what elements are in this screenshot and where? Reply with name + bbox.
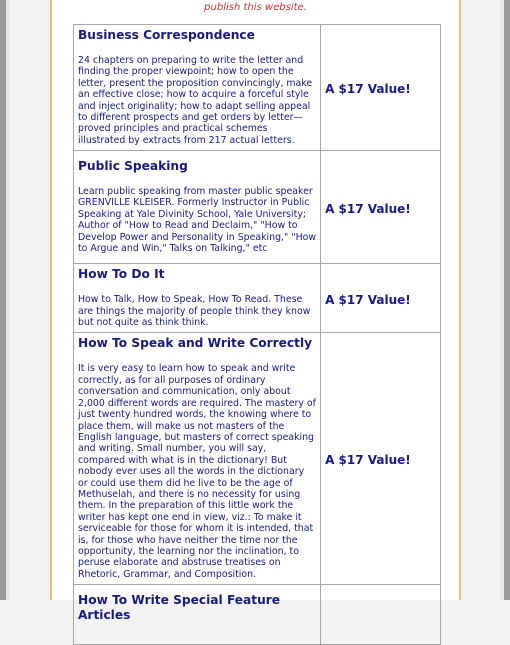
table-row bbox=[74, 585, 441, 645]
item-value-cell bbox=[321, 585, 441, 645]
item-title: How To Do It bbox=[78, 267, 165, 282]
table-row bbox=[74, 333, 441, 585]
item-title: Business Correspondence bbox=[78, 28, 255, 42]
item-value-cell bbox=[321, 264, 441, 333]
item-title: How To Write Special Feature Articles bbox=[78, 593, 281, 623]
item-description-cell bbox=[74, 333, 321, 585]
item-description-cell bbox=[74, 151, 321, 264]
item-title: Public Speaking bbox=[78, 159, 188, 174]
item-value: A $17 Value! bbox=[325, 82, 411, 97]
item-description-cell bbox=[74, 585, 321, 645]
item-description-cell bbox=[74, 264, 321, 333]
right-page-margin bbox=[500, 0, 504, 600]
bonus-items-table bbox=[73, 24, 441, 645]
content-panel bbox=[50, 0, 461, 623]
top-note-line2: publish this website. bbox=[204, 2, 307, 13]
item-value: A $17 Value! bbox=[325, 292, 411, 307]
item-value: A $17 Value! bbox=[325, 201, 411, 216]
table-row bbox=[74, 25, 441, 151]
item-value-cell bbox=[321, 151, 441, 264]
item-value-cell bbox=[321, 25, 441, 151]
right-window-border bbox=[504, 0, 510, 600]
item-description: 24 chapters on preparing to write the letter and finding the proper viewpoint; how to open the letter, present the proposition convincingly, make an effective close; how to acquire a forceful style and inject originality; how to adapt selling appeal to different prospects and get orders by letter—proved principles and practical schemes illustrated by extracts from 217 actual letters. bbox=[78, 55, 313, 146]
table-row bbox=[74, 264, 441, 333]
item-description: It is very easy to learn how to speak and write correctly, as for all purposes of ordinary conversation and communication, only about 2,000 different words are required. The mastery of just twenty hundred words, the knowing where to place them, will make us not masters of the English language, but masters of correct speaking and writing. Small number, you will say, compared with what is in the dictionary! But nobody ever uses all the words in the dictionary or could use them did he live to be the age of Methuselah, and there is no necessity for using them. In the preparation of this little work the writer has kept one end in view, viz.: To make it serviceable for those for whom it is intended, that is, for those who have neither the time nor the opportunity, the learning nor the inclination, to peruse elaborate and abstruse treatises on Rhetoric, Grammar, and Composition. bbox=[78, 363, 316, 580]
item-description: How to Talk, How to Speak, How To Read. These are things the majority of people think they know but not quite as think think. bbox=[78, 294, 311, 329]
top-note bbox=[52, 0, 459, 14]
item-description-cell bbox=[74, 25, 321, 151]
item-value: A $17 Value! bbox=[325, 453, 411, 468]
item-value-cell bbox=[321, 333, 441, 585]
item-description: Learn public speaking from master public speaker GRENVILLE KLEISER. Formerly Instructor in Public Speaking at Yale Divinity School, Yale University; Author of "How to Read and Declaim," "How to Develop Power and Personality in Speaking," "How to Argue and Win," Talks on Talking," etc bbox=[78, 186, 317, 255]
item-title: How To Speak and Write Correctly bbox=[78, 336, 313, 351]
table-row bbox=[74, 151, 441, 264]
left-page-margin bbox=[6, 0, 10, 600]
